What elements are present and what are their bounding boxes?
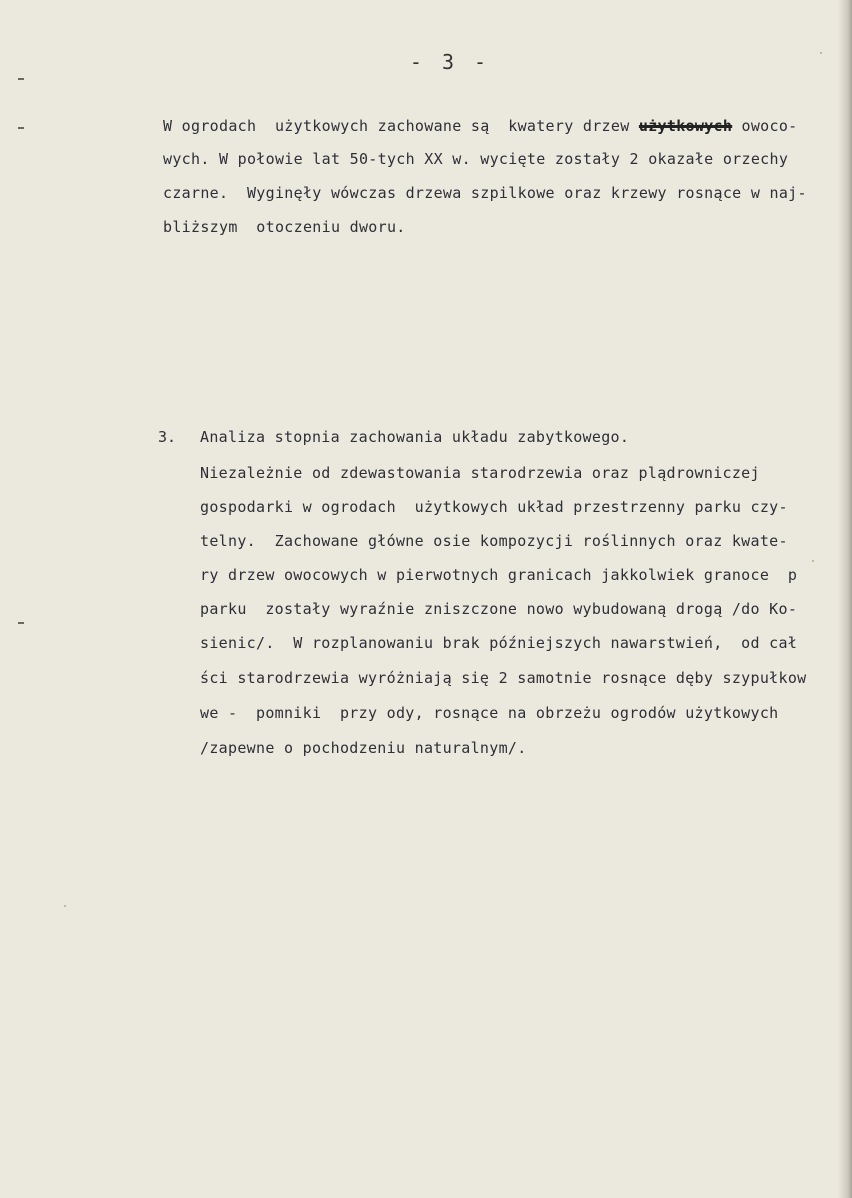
section3-line-8: we - pomniki przy ody, rosnące na obrzeżu ogrodów użytkowych: [200, 704, 779, 722]
margin-tick-mark: [18, 78, 24, 80]
margin-tick-mark: [18, 127, 24, 129]
section3-line-6: sienic/. W rozplanowaniu brak późniejszych nawarstwień, od cał: [200, 634, 798, 652]
section3-line-5: parku zostały wyraźnie zniszczone nowo wybudowaną drogą /do Ko-: [200, 600, 798, 618]
paper-speck: [820, 52, 822, 54]
paragraph1-line-4: bliższym otoczeniu dworu.: [163, 218, 406, 236]
paragraph1-line-1: W ogrodach użytkowych zachowane są kwatery drzew użytkowych owoco-: [163, 117, 798, 135]
section-number: 3.: [158, 428, 177, 446]
section-title: Analiza stopnia zachowania układu zabytkowego.: [200, 428, 630, 446]
struck-through-word: użytkowych: [638, 117, 733, 135]
section3-line-2: gospodarki w ogrodach użytkowych układ przestrzenny parku czy-: [200, 498, 788, 516]
page-number: - 3 -: [409, 50, 491, 74]
section3-line-7: ści starodrzewia wyróżniają się 2 samotnie rosnące dęby szypułkow: [200, 669, 807, 687]
margin-tick-mark: [18, 622, 24, 624]
paragraph1-line-3: czarne. Wyginęły wówczas drzewa szpilkowe oraz krzewy rosnące w naj-: [163, 184, 807, 202]
section3-line-3: telny. Zachowane główne osie kompozycji roślinnych oraz kwate-: [200, 532, 788, 550]
page-edge-shadow: [838, 0, 852, 1198]
section3-line-9: /zapewne o pochodzeniu naturalnym/.: [200, 739, 527, 757]
section3-line-1: Niezależnie od zdewastowania starodrzewia oraz plądrowniczej: [200, 464, 760, 482]
paragraph1-line-2: wych. W połowie lat 50-tych XX w. wycięte zostały 2 okazałe orzechy: [163, 150, 789, 168]
paper-speck: [64, 905, 66, 907]
section3-line-4: ry drzew owocowych w pierwotnych granicach jakkolwiek granoce p: [200, 566, 798, 584]
paper-speck: [812, 560, 814, 562]
